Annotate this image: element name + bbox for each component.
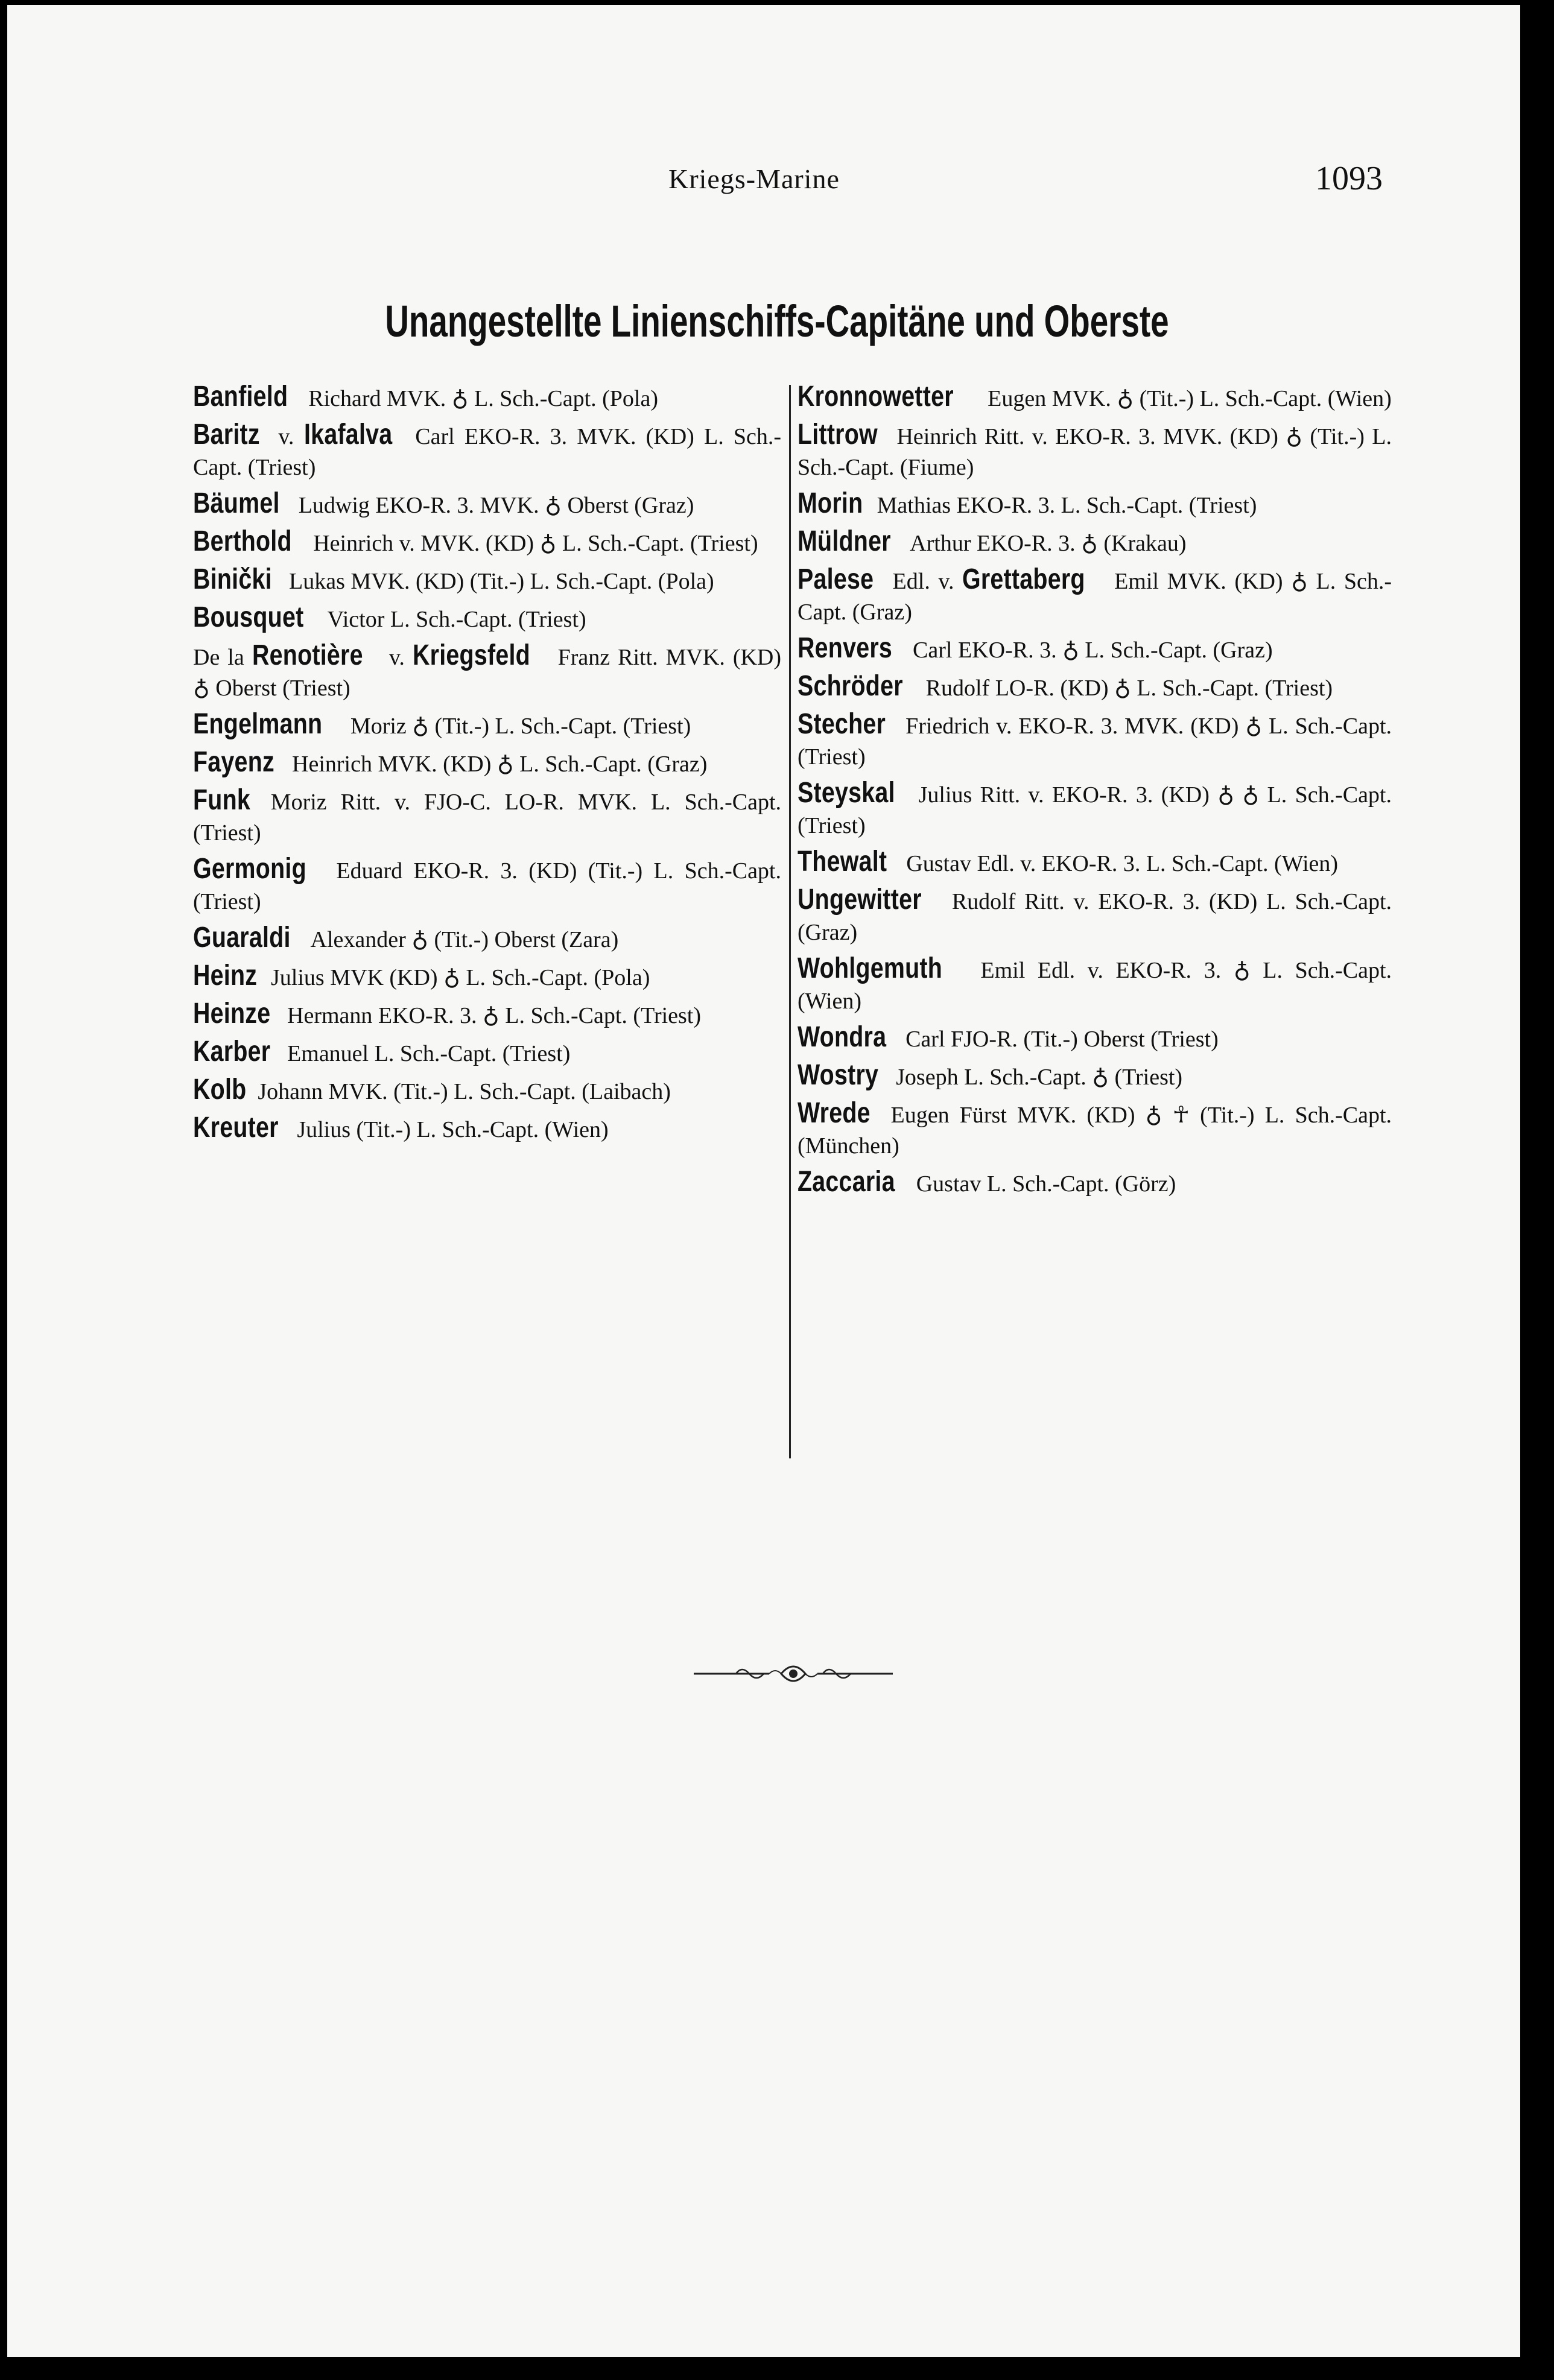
entry-surname: Germonig: [193, 853, 306, 885]
entry-surname: Kreuter: [193, 1112, 279, 1144]
register-entry: [798, 526, 1392, 559]
entry-surname: Thewalt: [798, 846, 887, 878]
entry-details: Alexander ♁ (Tit.-) Oberst (Zara): [310, 927, 619, 952]
entry-details: Hermann EKO-R. 3. ♁ L. Sch.-Capt. (Triest): [287, 1003, 702, 1028]
register-entry: [193, 1112, 781, 1145]
register-entry: [798, 1060, 1392, 1093]
entry-surname: Bousquet: [193, 601, 304, 633]
scan-edge: [1520, 0, 1554, 2380]
entry-details: Moriz ♁ (Tit.-) L. Sch.-Capt. (Triest): [350, 714, 691, 739]
entry-details: Eduard EKO-R. 3. (KD) (Tit.-) L. Sch.-Capt. (Triest): [193, 858, 781, 914]
register-entry: [193, 1074, 781, 1107]
register-entry: [193, 709, 781, 742]
entry-details: Emil Edl. v. EKO-R. 3. ♁ L. Sch.-Capt. (Wien): [798, 958, 1392, 1014]
register-entry: [798, 777, 1392, 841]
entry-surname: Karber: [193, 1036, 271, 1068]
entry-details: Moriz Ritt. v. FJO-C. LO-R. MVK. L. Sch.-Capt. (Triest): [193, 790, 782, 846]
register-entry: [193, 488, 781, 521]
entry-details: Eugen Fürst MVK. (KD) ♁ ☥ (Tit.-) L. Sch.-Capt. (München): [798, 1103, 1392, 1159]
entry-surname: Guaraldi: [193, 922, 291, 954]
register-entry: [798, 671, 1392, 704]
entry-surname: Heinz: [193, 960, 258, 992]
entry-details: Julius (Tit.-) L. Sch.-Capt. (Wien): [297, 1117, 609, 1142]
entry-particle: Edl. v.: [892, 569, 954, 594]
entry-surname: Heinze: [193, 998, 271, 1030]
register-entry: [798, 1022, 1392, 1055]
register-entry: [798, 1098, 1392, 1162]
left-column: [193, 381, 781, 1150]
register-entry: [798, 564, 1392, 628]
entry-details: Mathias EKO-R. 3. L. Sch.-Capt. (Triest): [877, 493, 1257, 518]
register-entry: [193, 998, 781, 1031]
register-entry: [193, 960, 781, 993]
register-entry: [798, 633, 1392, 666]
entry-details: Rudolf Ritt. v. EKO-R. 3. (KD) L. Sch.-Capt. (Graz): [798, 889, 1392, 945]
entry-particle: v.: [388, 645, 405, 670]
entry-particle: v.: [278, 424, 294, 449]
register-entry: [798, 953, 1392, 1017]
entry-details: Emanuel L. Sch.-Capt. (Triest): [287, 1041, 571, 1066]
running-head: [0, 160, 1554, 211]
entry-details: Arthur EKO-R. 3. ♁ (Krakau): [910, 531, 1187, 556]
entry-details: Lukas MVK. (KD) (Tit.-) L. Sch.-Capt. (Pola): [288, 569, 714, 594]
register-entry: [798, 1166, 1392, 1200]
entry-surname: Kronnowetter: [798, 381, 954, 413]
entry-surname: Ungewitter: [798, 884, 922, 916]
register-entry: [193, 853, 781, 917]
entry-details: Carl EKO-R. 3. ♁ L. Sch.-Capt. (Graz): [913, 638, 1273, 663]
entry-surname: Stecher: [798, 708, 886, 740]
entry-details: Gustav L. Sch.-Capt. (Görz): [916, 1171, 1176, 1197]
entry-surname: Wondra: [798, 1021, 887, 1053]
entry-surname: Zaccaria: [798, 1166, 895, 1198]
entry-surname: Binički: [193, 563, 272, 595]
entry-details: Joseph L. Sch.-Capt. ♁ (Triest): [896, 1065, 1183, 1090]
entry-surname: Palese: [798, 563, 874, 595]
register-entry: [798, 846, 1392, 879]
entry-surname: Littrow: [798, 419, 878, 451]
entry-surname: Morin: [798, 487, 863, 519]
page-title: Unangestellte Linienschiffs-Capitäne und Oberste: [385, 296, 1169, 346]
entry-details: Heinrich MVK. (KD) ♁ L. Sch.-Capt. (Graz): [292, 752, 708, 777]
entry-surname: Bäumel: [193, 487, 280, 519]
entry-surname: Wostry: [798, 1059, 879, 1091]
register-entry: [798, 884, 1392, 948]
column-divider: [789, 385, 791, 1458]
entry-name-prefix: De la: [193, 645, 244, 670]
register-entry: [193, 381, 781, 414]
entry-surname: Müldner: [798, 525, 891, 557]
register-entry: [193, 922, 781, 955]
entry-details: Heinrich Ritt. v. EKO-R. 3. MVK. (KD) ♁ (Tit.-) L. Sch.-Capt. (Fiume): [798, 424, 1392, 480]
register-entry: [193, 419, 781, 483]
entry-details: Ludwig EKO-R. 3. MVK. ♁ Oberst (Graz): [298, 493, 694, 518]
entry-details: Heinrich v. MVK. (KD) ♁ L. Sch.-Capt. (Triest): [313, 531, 758, 556]
entry-details: Gustav Edl. v. EKO-R. 3. L. Sch.-Capt. (Wien): [906, 851, 1339, 876]
entry-surname: Berthold: [193, 525, 292, 557]
entry-details: Victor L. Sch.-Capt. (Triest): [327, 607, 586, 632]
entry-details: Carl FJO-R. (Tit.-) Oberst (Triest): [905, 1027, 1219, 1052]
entry-surname: Wohlgemuth: [798, 952, 943, 984]
entry-details: Eugen MVK. ♁ (Tit.-) L. Sch.-Capt. (Wien): [988, 386, 1392, 411]
running-title: Kriegs-Marine: [668, 163, 840, 194]
entry-details: Richard MVK. ♁ L. Sch.-Capt. (Pola): [308, 386, 659, 411]
register-entry: [798, 709, 1392, 773]
register-entry: [193, 1036, 781, 1069]
register-entry: [193, 526, 781, 559]
register-entry: [798, 419, 1392, 483]
entry-details: Emil MVK. (KD) ♁ L. Sch.-Capt. (Graz): [798, 569, 1392, 625]
register-entry: [193, 785, 781, 849]
register-entry: [193, 564, 781, 597]
register-entry: [798, 488, 1392, 521]
entry-details: Julius Ritt. v. EKO-R. 3. (KD) ♁ ♁ L. Sch.-Capt. (Triest): [798, 782, 1392, 838]
entry-surname: Renotière: [252, 639, 363, 671]
entry-surname: Engelmann: [193, 708, 323, 740]
entry-details: Rudolf LO-R. (KD) ♁ L. Sch.-Capt. (Triest): [925, 676, 1333, 701]
entry-surname: Fayenz: [193, 746, 274, 778]
entry-details: Julius MVK (KD) ♁ L. Sch.-Capt. (Pola): [271, 965, 650, 990]
right-column: [798, 381, 1392, 1204]
entry-predicate: Kriegsfeld: [412, 639, 530, 671]
ornament-divider-icon: [694, 1656, 893, 1692]
entry-details: Johann MVK. (Tit.-) L. Sch.-Capt. (Laibach): [258, 1079, 671, 1104]
entry-surname: Kolb: [193, 1074, 247, 1106]
entry-surname: Baritz: [193, 419, 260, 451]
register-entry: [193, 640, 781, 704]
entry-surname: Funk: [193, 784, 251, 816]
entry-details: Friedrich v. EKO-R. 3. MVK. (KD) ♁ L. Sch.-Capt. (Triest): [798, 714, 1392, 770]
page-number: 1093: [1315, 160, 1383, 197]
entry-surname: Schröder: [798, 670, 903, 702]
entry-surname: Banfield: [193, 381, 288, 413]
entry-details: Carl EKO-R. 3. MVK. (KD) L. Sch.-Capt. (Triest): [193, 424, 782, 480]
entry-predicate: Ikafalva: [303, 419, 392, 451]
register-entry: [193, 747, 781, 780]
entry-surname: Wrede: [798, 1097, 871, 1129]
register-entry: [193, 602, 781, 635]
entry-details: Franz Ritt. MVK. (KD) ♁ Oberst (Triest): [193, 645, 782, 701]
entry-surname: Renvers: [798, 632, 893, 664]
register-entry: [798, 381, 1392, 414]
entry-surname: Steyskal: [798, 777, 895, 809]
entry-predicate: Grettaberg: [962, 563, 1085, 595]
